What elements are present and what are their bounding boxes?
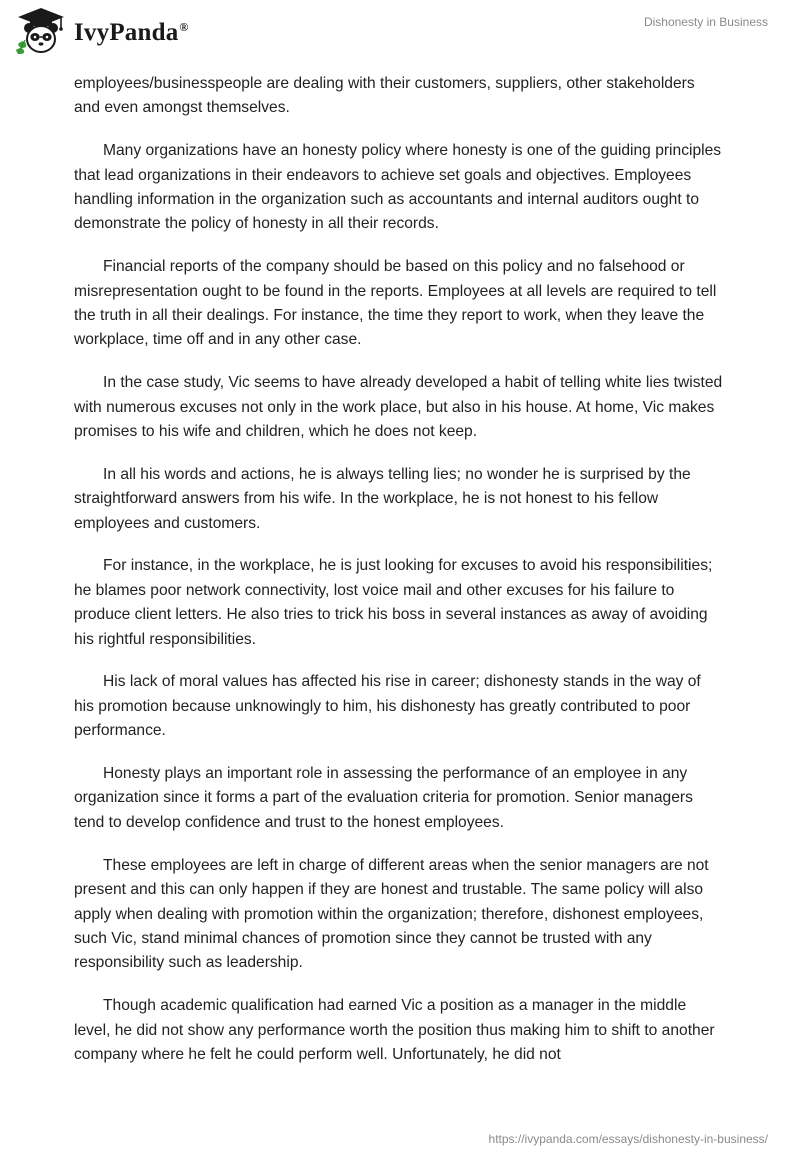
paragraph: Though academic qualification had earned Vic a position as a manager in the middle level, he did not show any performance worth the position thus making him to shift to another company where he felt he could perform well. Unfortunately, he did not xyxy=(74,997,715,1063)
essay-body xyxy=(74,72,724,1086)
paragraph: Financial reports of the company should be based on this policy and no falsehood or misrepresentation ought to be found in the reports. Employees at all levels are required to tell the truth in all their dealings. For instance, the time they report to work, when they leave the workplace, time off and in any other case. xyxy=(74,258,717,349)
paragraph: employees/businesspeople are dealing with their customers, suppliers, other stakeholders and even amongst themselves. xyxy=(74,75,695,117)
paragraph: Honesty plays an important role in assessing the performance of an employee in any organization since it forms a part of the evaluation criteria for promotion. Senior managers tend to develop confidence and trust to the honest employees. xyxy=(74,765,693,831)
brand-name: IvyPanda® xyxy=(74,19,189,46)
registered-mark: ® xyxy=(179,19,189,34)
document-title: Dishonesty in Business xyxy=(643,15,768,29)
paragraph: These employees are left in charge of different areas when the senior managers are not present and this can only happen if they are honest and trustable. The same policy will also apply when dealing with promotion within the organization; therefore, dishonest employees, such Vic, stand minimal chances of promotion since they cannot be trusted with any responsibility such as leadership. xyxy=(74,856,709,972)
page-header xyxy=(0,0,800,62)
panda-graduate-logo-icon xyxy=(14,6,68,56)
paragraph: Many organizations have an honesty policy where honesty is one of the guiding principles that lead organizations in their endeavors to achieve set goals and objectives. Employees handling information in the organization such as accountants and internal auditors ought to demonstrate the policy of honesty in all their records. xyxy=(74,142,722,233)
paragraph: In the case study, Vic seems to have already developed a habit of telling white lies twisted with numerous excuses not only in the work place, but also in his house. At home, Vic makes promises to his wife and children, which he does not keep. xyxy=(74,374,723,441)
ivypanda-logo[interactable] xyxy=(14,6,189,56)
paragraph: In all his words and actions, he is always telling lies; no wonder he is surprised by the straightforward answers from his wife. In the workplace, he is not honest to his fellow employees and customers. xyxy=(74,465,691,532)
paragraph: His lack of moral values has affected his rise in career; dishonesty stands in the way of his promotion because unknowingly to him, his dishonesty has greatly contributed to poor performance. xyxy=(74,673,701,740)
paragraph: For instance, in the workplace, he is just looking for excuses to avoid his responsibilities; he blames poor network connectivity, lost voice mail and other excuses for his failure to produce client letters. He also tries to trick his boss in several instances as away of avoiding his rightful responsibilities. xyxy=(74,557,713,648)
source-url-link[interactable]: https://ivypanda.com/essays/dishonesty-in-business/ xyxy=(488,1132,768,1146)
